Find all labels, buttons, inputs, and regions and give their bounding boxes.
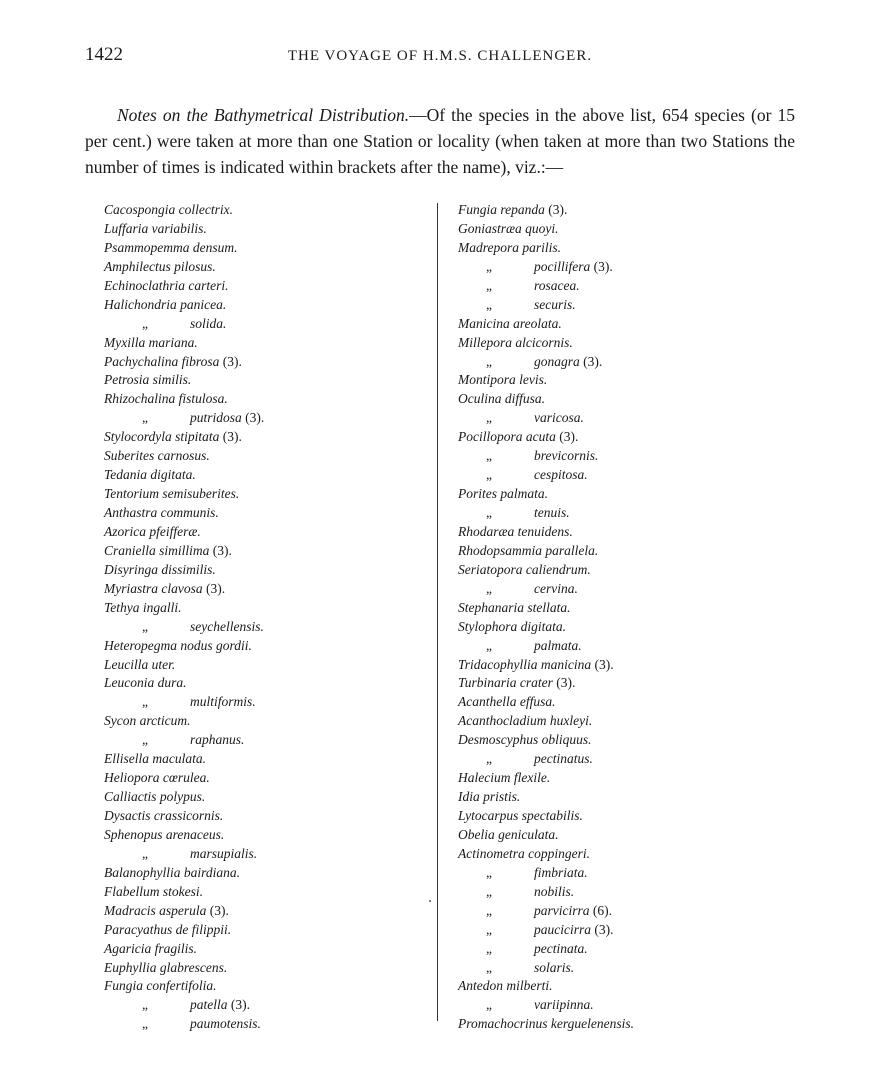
species-name: pectinata. (534, 940, 588, 956)
species-entry (104, 409, 424, 428)
intro-paragraph (85, 102, 795, 180)
species-entry (458, 334, 798, 353)
ditto-mark: „ (142, 618, 148, 634)
species-entry (458, 277, 798, 296)
species-entry (458, 485, 798, 504)
species-name: pectinatus. (534, 751, 593, 767)
species-name: varicosa. (534, 410, 584, 426)
species-name: Madrepora parilis. (458, 239, 562, 255)
species-name: cespitosa. (534, 467, 588, 483)
species-entry (458, 693, 798, 712)
species-entry (104, 277, 424, 296)
ditto-mark: „ (486, 467, 492, 483)
species-name: Flabellum stokesi. (104, 883, 203, 899)
species-entry (104, 201, 424, 220)
ditto-mark: „ (142, 315, 148, 331)
ditto-mark: „ (486, 410, 492, 426)
species-entry (458, 220, 798, 239)
species-entry (104, 674, 424, 693)
species-name: Azorica pfeifferæ. (104, 523, 201, 539)
species-name: Petrosia similis. (104, 372, 192, 388)
station-count: (3). (555, 429, 579, 445)
ditto-mark: „ (142, 997, 148, 1013)
station-count: (3). (241, 410, 265, 426)
species-name: Fungia repanda (458, 202, 545, 217)
species-entry (104, 940, 424, 959)
species-entry (104, 542, 424, 561)
species-name: Turbinaria crater (458, 675, 553, 691)
species-entry (458, 561, 798, 580)
species-name: Suberites carnosus. (104, 448, 210, 464)
species-name: Rhizochalina fistulosa. (104, 391, 228, 407)
species-entry (458, 409, 798, 428)
ditto-mark: „ (142, 694, 148, 710)
ditto-mark: „ (486, 296, 492, 312)
ditto-mark: „ (486, 959, 492, 975)
species-entry (104, 466, 424, 485)
species-name: Idia pristis. (458, 789, 521, 805)
species-name: marsupialis. (190, 845, 258, 861)
species-name: Heteropegma nodus gordii. (104, 637, 252, 653)
species-name: Agaricia fragilis. (104, 940, 198, 956)
species-entry (104, 447, 424, 466)
species-name: Dysactis crassicornis. (104, 808, 224, 823)
species-entry (104, 845, 424, 864)
species-entry (458, 447, 798, 466)
species-name: Pocillopora acuta (458, 429, 556, 445)
species-name: Anthastra communis. (104, 505, 219, 520)
species-entry (104, 599, 424, 618)
species-entry (458, 1015, 798, 1034)
species-name: Tedania digitata. (104, 467, 196, 483)
station-count: (3). (591, 921, 614, 937)
species-name: gonagra (534, 353, 580, 369)
species-entry (458, 637, 798, 656)
species-entry (458, 996, 798, 1015)
species-entry (458, 712, 798, 731)
species-entry (458, 674, 798, 693)
species-entry (104, 353, 424, 372)
station-count: (3). (590, 258, 613, 274)
species-name: Manicina areolata. (458, 315, 562, 331)
species-entry (104, 826, 424, 845)
species-entry (458, 940, 798, 959)
species-entry (458, 542, 798, 561)
species-name: Myriastra clavosa (104, 580, 203, 596)
species-name: Leuconia dura. (104, 675, 187, 691)
species-name: Montipora levis. (458, 372, 548, 388)
station-count: (3). (219, 429, 242, 445)
species-entry (104, 296, 424, 315)
ditto-mark: „ (486, 751, 492, 767)
species-entry (104, 883, 424, 902)
species-name: Actinometra coppingeri. (458, 845, 590, 861)
species-entry (104, 1015, 424, 1034)
species-name: variipinna. (534, 997, 594, 1013)
species-name: Sycon arcticum. (104, 713, 191, 729)
species-entry (104, 807, 424, 826)
ditto-mark: „ (486, 258, 492, 274)
species-entry (104, 561, 424, 580)
species-name: Paracyathus de filippii. (104, 921, 232, 937)
species-name: Craniella simillima (104, 542, 210, 558)
species-name: Leucilla uter. (104, 656, 176, 672)
species-name: Oculina diffusa. (458, 391, 545, 407)
station-count: (3). (591, 656, 614, 672)
species-name: multiformis. (190, 694, 256, 710)
species-name: Stylocordyla stipitata (104, 429, 220, 445)
species-entry (458, 902, 798, 921)
species-name: Rhodaræa tenuidens. (458, 523, 573, 539)
species-entry (458, 523, 798, 542)
species-name: Acanthocladium huxleyi. (458, 713, 593, 729)
ditto-mark: „ (142, 1016, 148, 1032)
species-name: Promachocrinus kerguelenensis. (458, 1016, 634, 1032)
species-entry (458, 864, 798, 883)
species-name: Stylophora digitata. (458, 618, 566, 634)
species-name: Myxilla mariana. (104, 334, 198, 350)
page-number: 1422 (85, 44, 123, 65)
species-name: patella (190, 997, 228, 1013)
species-entry (104, 921, 424, 940)
species-entry (104, 258, 424, 277)
species-name: Seriatopora caliendrum. (458, 561, 591, 577)
station-count: (3). (206, 902, 229, 918)
species-name: Calliactis polypus. (104, 789, 206, 805)
species-name: paucicirra (534, 921, 591, 937)
species-name: Pachychalina fibrosa (104, 353, 220, 369)
species-name: paumotensis. (190, 1016, 261, 1032)
species-entry (458, 731, 798, 750)
ditto-mark: „ (486, 277, 492, 293)
ditto-mark: „ (486, 580, 492, 596)
ditto-mark: „ (486, 505, 492, 520)
ditto-mark: „ (486, 353, 492, 369)
ditto-mark: „ (486, 883, 492, 899)
ditto-mark: „ (142, 410, 148, 426)
species-name: Fungia confertifolia. (104, 978, 217, 994)
species-name: Tethya ingalli. (104, 599, 182, 615)
species-name: raphanus. (190, 732, 245, 748)
intro-text: —Of the species in the above list, 654 species (or 15 per cent.) were taken at more than one Station or locality (when taken at more than two Stations the number of times is indicated within brackets after the name), viz.:— (85, 104, 795, 177)
ditto-mark: „ (486, 921, 492, 937)
species-name: fimbriata. (534, 864, 588, 880)
species-name: seychellensis. (190, 618, 264, 634)
species-entry (104, 334, 424, 353)
species-name: Acanthella effusa. (458, 694, 556, 710)
species-name: Ellisella maculata. (104, 751, 206, 767)
species-entry (458, 977, 798, 996)
species-entry (104, 788, 424, 807)
species-name: Madracis asperula (104, 902, 207, 918)
species-list-right (458, 201, 798, 1034)
station-count: (3). (209, 542, 232, 558)
species-entry (458, 959, 798, 978)
species-entry (104, 637, 424, 656)
station-count: (6). (589, 902, 612, 918)
species-name: Porites palmata. (458, 486, 548, 502)
species-entry (104, 523, 424, 542)
species-entry (104, 731, 424, 750)
species-entry (104, 959, 424, 978)
species-name: Heliopora cœrulea. (104, 770, 210, 786)
species-entry (458, 769, 798, 788)
species-name: palmata. (534, 637, 582, 653)
species-name: cervina. (534, 580, 578, 596)
species-list-left (104, 201, 424, 1034)
species-name: nobilis. (534, 883, 575, 899)
species-entry (104, 996, 424, 1015)
species-name: Sphenopus arenaceus. (104, 826, 225, 842)
species-name: brevicornis. (534, 448, 599, 464)
station-count: (3). (579, 353, 603, 369)
species-entry (104, 618, 424, 637)
station-count: (3). (227, 997, 250, 1013)
species-name: Echinoclathria carteri. (104, 277, 229, 293)
ditto-mark: „ (142, 845, 148, 861)
species-entry (458, 656, 798, 675)
running-title: THE VOYAGE OF H.M.S. CHALLENGER. (287, 48, 593, 64)
species-entry (104, 239, 424, 258)
ditto-mark: „ (486, 997, 492, 1013)
species-name: securis. (534, 296, 576, 312)
species-name: Amphilectus pilosus. (104, 258, 216, 274)
species-entry (104, 428, 424, 447)
species-entry (458, 826, 798, 845)
species-name: Halecium flexile. (458, 770, 551, 786)
species-entry (104, 504, 424, 523)
species-name: Psammopemma densum. (104, 239, 238, 255)
ditto-mark: „ (486, 448, 492, 464)
species-entry (458, 201, 798, 220)
ditto-mark: „ (486, 864, 492, 880)
species-name: solaris. (534, 959, 575, 975)
species-entry (458, 466, 798, 485)
species-entry (458, 788, 798, 807)
species-name: Disyringa dissimilis. (104, 561, 216, 577)
species-entry (458, 258, 798, 277)
station-count: (3). (202, 580, 226, 596)
species-entry (458, 239, 798, 258)
species-entry (104, 485, 424, 504)
species-entry (458, 428, 798, 447)
species-name: pocillifera (534, 258, 591, 274)
species-name: Halichondria panicea. (104, 296, 227, 312)
species-entry (104, 220, 424, 239)
species-name: Antedon milberti. (458, 978, 553, 994)
species-name: Tentorium semisuberites. (104, 486, 240, 502)
print-speck (429, 900, 431, 902)
species-entry (458, 883, 798, 902)
species-entry (458, 353, 798, 372)
station-count: (3). (219, 353, 242, 369)
column-divider (437, 203, 438, 1021)
species-name: tenuis. (534, 505, 570, 520)
species-entry (458, 807, 798, 826)
station-count: (3). (552, 675, 576, 691)
species-name: rosacea. (534, 277, 580, 293)
species-entry (104, 750, 424, 769)
species-entry (104, 693, 424, 712)
species-entry (104, 580, 424, 599)
species-entry (458, 390, 798, 409)
species-name: Stephanaria stellata. (458, 599, 571, 615)
species-entry (104, 371, 424, 390)
species-name: Obelia geniculata. (458, 826, 559, 842)
species-name: Luffaria variabilis. (104, 220, 207, 236)
species-name: Desmoscyphus obliquus. (458, 732, 592, 748)
species-name: Balanophyllia bairdiana. (104, 864, 240, 880)
species-entry (458, 618, 798, 637)
ditto-mark: „ (142, 732, 148, 748)
species-entry (104, 769, 424, 788)
species-entry (104, 656, 424, 675)
species-entry (458, 315, 798, 334)
species-name: Euphyllia glabrescens. (104, 959, 228, 975)
species-name: Cacospongia collectrix. (104, 202, 233, 217)
species-entry (458, 580, 798, 599)
ditto-mark: „ (486, 902, 492, 918)
species-name: parvicirra (534, 902, 590, 918)
species-name: solida. (190, 315, 227, 331)
species-name: Lytocarpus spectabilis. (458, 808, 583, 823)
species-entry (104, 977, 424, 996)
ditto-mark: „ (486, 940, 492, 956)
species-entry (104, 902, 424, 921)
species-entry (458, 921, 798, 940)
ditto-mark: „ (486, 637, 492, 653)
species-entry (458, 750, 798, 769)
species-name: Goniastræa quoyi. (458, 220, 559, 236)
species-name: putridosa (190, 410, 242, 426)
species-entry (458, 371, 798, 390)
species-entry (458, 599, 798, 618)
species-name: Tridacophyllia manicina (458, 656, 592, 672)
species-entry (458, 845, 798, 864)
species-name: Rhodopsammia parallela. (458, 542, 599, 558)
species-entry (104, 864, 424, 883)
species-entry (458, 504, 798, 523)
species-entry (458, 296, 798, 315)
species-entry (104, 315, 424, 334)
station-count: (3). (544, 202, 568, 217)
species-entry (104, 390, 424, 409)
species-name: Millepora alcicornis. (458, 334, 573, 350)
species-entry (104, 712, 424, 731)
intro-heading: Notes on the Bathymetrical Distribution. (117, 104, 410, 125)
